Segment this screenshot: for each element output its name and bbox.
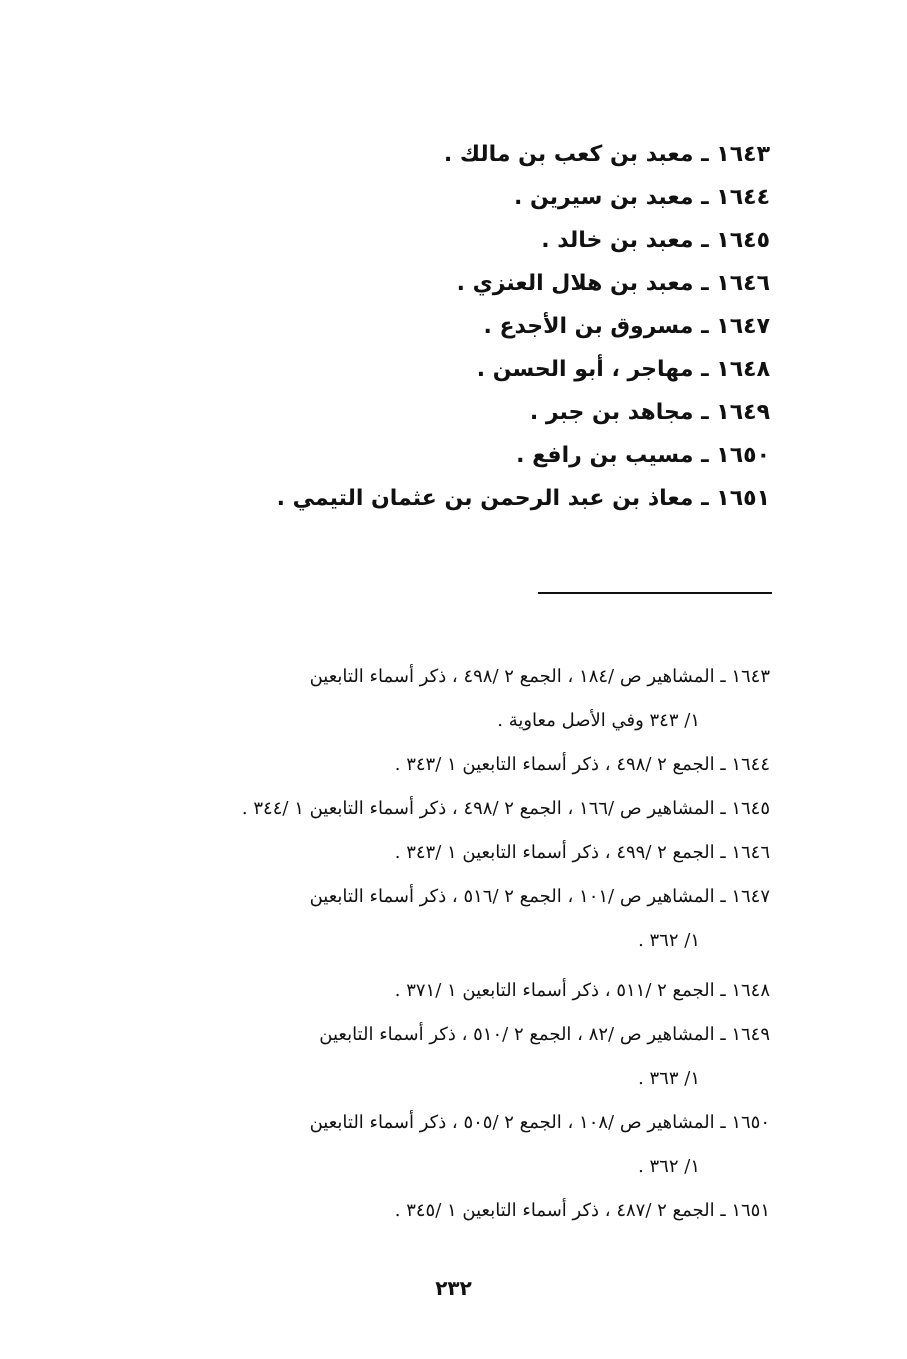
- page-number: ٢٣٢: [435, 1276, 472, 1300]
- entry: ١٦٤٥ ـ معبد بن خالد .: [541, 228, 770, 253]
- footnote-line: ١٦٤٣ ـ المشاهير ص /١٨٤ ، الجمع ٢ /٤٩٨ ، ذكر أسماء التابعين: [309, 666, 770, 687]
- footnote: [80, 969, 770, 1013]
- footnote-continuation: ١/ ٣٦٢ .: [638, 930, 700, 951]
- footnote: [80, 1101, 770, 1189]
- footnote-line: ١٦٤٦ ـ الجمع ٢ /٤٩٩ ، ذكر أسماء التابعين ١ /٣٤٣ .: [394, 842, 770, 863]
- footnotes-list: [80, 655, 770, 1233]
- entry: ١٦٤٤ ـ معبد بن سيرين .: [513, 185, 770, 210]
- footnote: [80, 875, 770, 963]
- footnote: [80, 831, 770, 875]
- footnote-line: ١٦٤٥ ـ المشاهير ص /١٦٦ ، الجمع ٢ /٤٩٨ ، ذكر أسماء التابعين ١ /٣٤٤ .: [241, 798, 770, 819]
- entry: ١٦٤٦ ـ معبد بن هلال العنزي .: [456, 271, 770, 296]
- entry: ١٦٥٠ ـ مسيب بن رافع .: [516, 443, 770, 468]
- footnote-divider: [538, 592, 772, 594]
- footnote: [80, 1013, 770, 1101]
- entries-list: [60, 140, 770, 527]
- footnote-line: ١٦٤٩ ـ المشاهير ص /٨٢ ، الجمع ٢ /٥١٠ ، ذكر أسماء التابعين: [319, 1024, 770, 1045]
- entry: ١٦٤٧ ـ مسروق بن الأجدع .: [483, 314, 770, 339]
- footnote-line: ١٦٥٠ ـ المشاهير ص /١٠٨ ، الجمع ٢ /٥٠٥ ، ذكر أسماء التابعين: [309, 1112, 770, 1133]
- footnote-continuation: ١/ ٣٤٣ وفي الأصل معاوية .: [497, 710, 700, 731]
- footnote: [80, 1189, 770, 1233]
- footnote: [80, 655, 770, 743]
- footnote-line: ١٦٥١ ـ الجمع ٢ /٤٨٧ ، ذكر أسماء التابعين ١ /٣٤٥ .: [394, 1200, 770, 1221]
- footnote-continuation: ١/ ٣٦٢ .: [638, 1156, 700, 1177]
- entry: ١٦٤٣ ـ معبد بن كعب بن مالك .: [443, 142, 770, 167]
- entry: ١٦٤٩ ـ مجاهد بن جبر .: [529, 400, 770, 425]
- footnote-line: ١٦٤٨ ـ الجمع ٢ /٥١١ ، ذكر أسماء التابعين ١ /٣٧١ .: [394, 980, 770, 1001]
- footnote: [80, 787, 770, 831]
- footnote-continuation: ١/ ٣٦٣ .: [638, 1068, 700, 1089]
- entry: ١٦٥١ ـ معاذ بن عبد الرحمن بن عثمان التيمي .: [276, 486, 770, 511]
- footnote-line: ١٦٤٧ ـ المشاهير ص /١٠١ ، الجمع ٢ /٥١٦ ، ذكر أسماء التابعين: [309, 886, 770, 907]
- footnote-line: ١٦٤٤ ـ الجمع ٢ /٤٩٨ ، ذكر أسماء التابعين ١ /٣٤٣ .: [394, 754, 770, 775]
- footnote: [80, 743, 770, 787]
- entry: ١٦٤٨ ـ مهاجر ، أبو الحسن .: [476, 357, 770, 382]
